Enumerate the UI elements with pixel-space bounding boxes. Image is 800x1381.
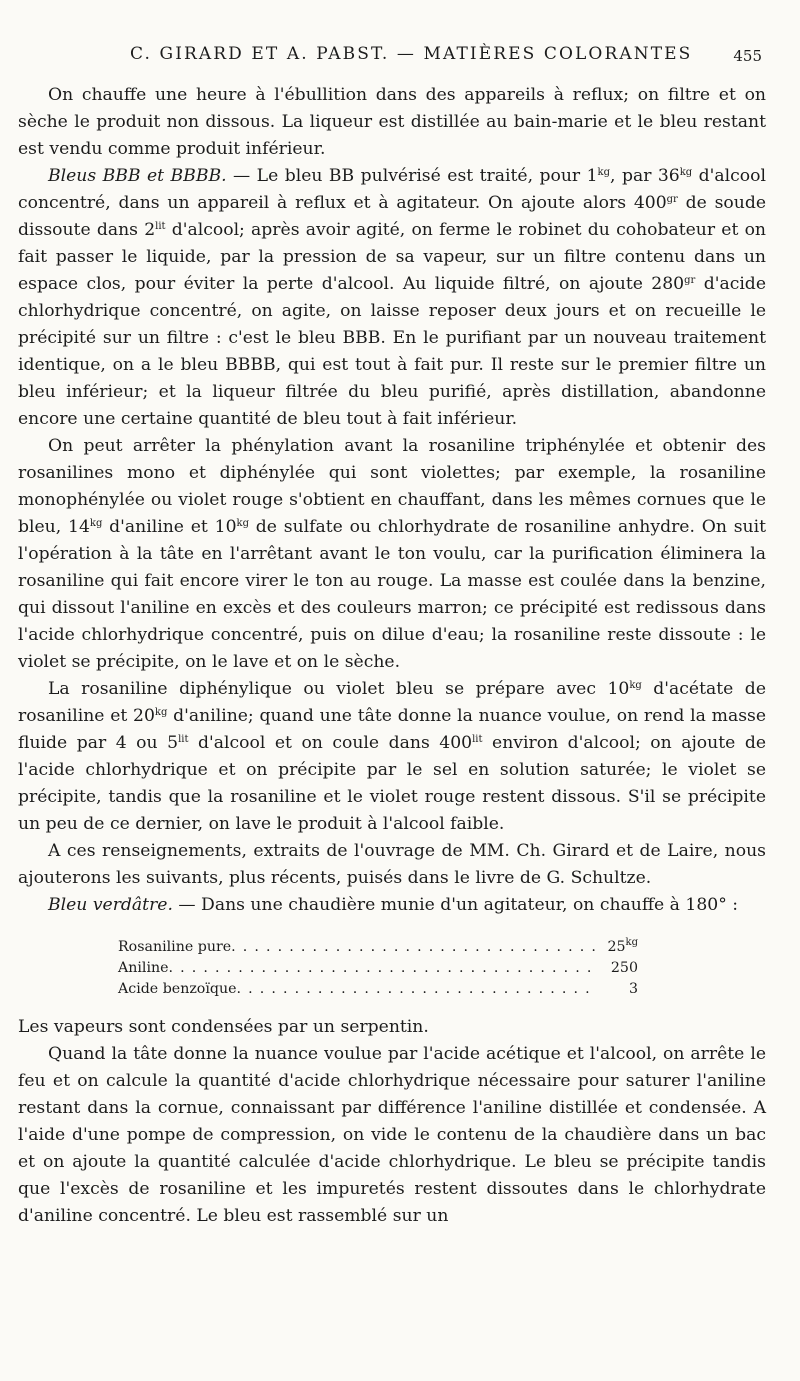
text-run: de sulfate ou chlorhydrate de rosaniline anhydre. On suit l'opération à la tâte en l'arrêtant avant le ton voulu, car la purification éliminera la rosaniline qui fait encore virer le ton au rouge. La masse est coulée dans la benzine, qui dissout l'aniline en excès et des couleurs marron; ce précipité est redissous dans l'acide chlorhydrique concentré, puis on dilue d'eau; la rosaniline reste dissoute : le violet se précipite, on le lave et on le sèche. [18, 517, 766, 672]
recipe-row [118, 937, 638, 958]
paragraph-violet-bleu [18, 676, 766, 838]
unit-superscript: gr [666, 194, 678, 205]
unit-superscript: kg [625, 937, 638, 948]
ingredient-quantity [598, 979, 638, 1000]
ingredient-quantity [598, 958, 638, 979]
page-number: 455 [733, 47, 762, 65]
unit-superscript: lit [178, 734, 189, 745]
ingredient-name: Rosaniline pure [118, 939, 232, 955]
body-text [18, 82, 766, 1230]
text-run: d'alcool et on coule dans 400 [188, 733, 473, 753]
unit-superscript: lit [155, 221, 166, 232]
dot-leader [231, 937, 598, 958]
quantity-value: 3 [628, 981, 638, 997]
unit-superscript: kg [236, 518, 249, 529]
text-run: — Dans une chaudière munie d'un agitateur, on chauffe à 180° : [172, 895, 739, 915]
text-run: On peut arrêter la phénylation avant la rosaniline triphénylée et obtenir des rosanilines mono et diphénylée qui sont violettes; par exemple, la rosaniline monophénylée ou violet rouge s'obtient en chauffant, dans les mêmes cornues que le bleu, 14 [18, 436, 766, 537]
text-run: environ d'alcool; on ajoute de l'acide chlorhydrique et on précipite par le sel en solution saturée; le violet se précipite, tandis que la rosaniline et le violet rouge restent dissous. S'il se précipite un peu de ce dernier, on lave le produit à l'alcool faible. [18, 733, 766, 834]
unit-superscript: gr [684, 275, 696, 286]
text-run: d'alcool concentré, dans un appareil à reflux et à agitateur. On ajoute alors 400 [18, 166, 766, 213]
ingredient-name: Acide benzoïque [118, 981, 237, 997]
unit-superscript: lit [472, 734, 483, 745]
unit-superscript: kg [597, 167, 611, 178]
paragraph-serpentin: Les vapeurs sont condensées par un serpentin. [18, 1017, 429, 1037]
text-run: d'acétate de rosaniline et 20 [18, 679, 766, 726]
paragraph-precipitation: Quand la tâte donne la nuance voulue par l'acide acétique et l'alcool, on arrête le feu et on calcule la quantité d'acide chlorhydrique nécessaire pour saturer l'aniline restant dans la cornue, connaissant par différence l'aniline distillée et condensée. A l'aide d'une pompe de compression, on vide le contenu de la chaudière dans un bac et on ajoute la quantité calculée d'acide chlorhydrique. Le bleu se précipite tandis que l'excès de rosaniline et les impuretés restent dissoutes dans le chlorhydrate d'aniline concentré. Le bleu est rassemblé sur un [18, 1044, 766, 1226]
section-title-bleus-bbb: Bleus BBB et BBBB. [48, 166, 227, 186]
unit-superscript: kg [629, 680, 642, 691]
unit-superscript: kg [89, 518, 103, 529]
text-run: d'alcool; après avoir agité, on ferme le robinet du cohobateur et on fait passer le liquide, par la pression de sa vapeur, sur un filtre contenu dans un espace clos, pour éviter la perte d'alcool. Au liquide filtré, on ajoute 280 [18, 220, 767, 294]
ingredient-quantity [598, 937, 638, 958]
running-head: C. GIRARD ET A. PABST. — MATIÈRES COLORANTES [130, 44, 693, 64]
paragraph-bleu-verdatre [18, 892, 766, 919]
dot-leader [237, 979, 598, 1000]
text-run: d'aniline et 10 [102, 517, 237, 537]
page-header [0, 44, 800, 74]
quantity-value: 25 [607, 939, 626, 955]
text-run: d'acide chlorhydrique concentré, on agite, on laisse reposer deux jours et on recueille le précipité sur un filtre : c'est le bleu BBB. En le purifiant par un nouveau traitement identique, on a le bleu BBBB, qui est tout à fait pur. Il reste sur le premier filtre un bleu inférieur; et la liqueur filtrée du bleu purifié, après distillation, abandonne encore une certaine quantité de bleu tout à fait inférieur. [18, 274, 766, 429]
recipe-row [118, 958, 638, 979]
unit-superscript: kg [154, 707, 168, 718]
text-run: , par 36 [610, 166, 680, 186]
text-run: — Le bleu BB pulvérisé est traité, pour 1 [226, 166, 598, 186]
paragraph-phenylation [18, 433, 766, 676]
text-run: La rosaniline diphénylique ou violet bleu se prépare avec 10 [48, 679, 630, 699]
paragraph-bleus-bbb-bbbb [18, 163, 766, 433]
recipe-table [18, 937, 766, 1000]
dot-leader [169, 958, 598, 979]
section-title-bleu-verdatre: Bleu verdâtre. [48, 895, 173, 915]
recipe-row [118, 979, 638, 1000]
unit-superscript: kg [679, 167, 693, 178]
paragraph-renseignements: A ces renseignements, extraits de l'ouvrage de MM. Ch. Girard et de Laire, nous ajouterons les suivants, plus récents, puisés dans le livre de G. Schultze. [18, 841, 766, 888]
text-run: d'aniline; quand une tâte donne la nuance voulue, on rend la masse fluide par 4 ou 5 [18, 706, 767, 753]
paragraph-reflux: On chauffe une heure à l'ébullition dans des appareils à reflux; on filtre et on sèche le produit non dissous. La liqueur est distillée au bain-marie et le bleu restant est vendu comme produit inférieur. [18, 85, 766, 159]
text-run: de soude dissoute dans 2 [18, 193, 766, 240]
ingredient-name: Aniline [118, 960, 169, 976]
quantity-value: 250 [610, 960, 638, 976]
